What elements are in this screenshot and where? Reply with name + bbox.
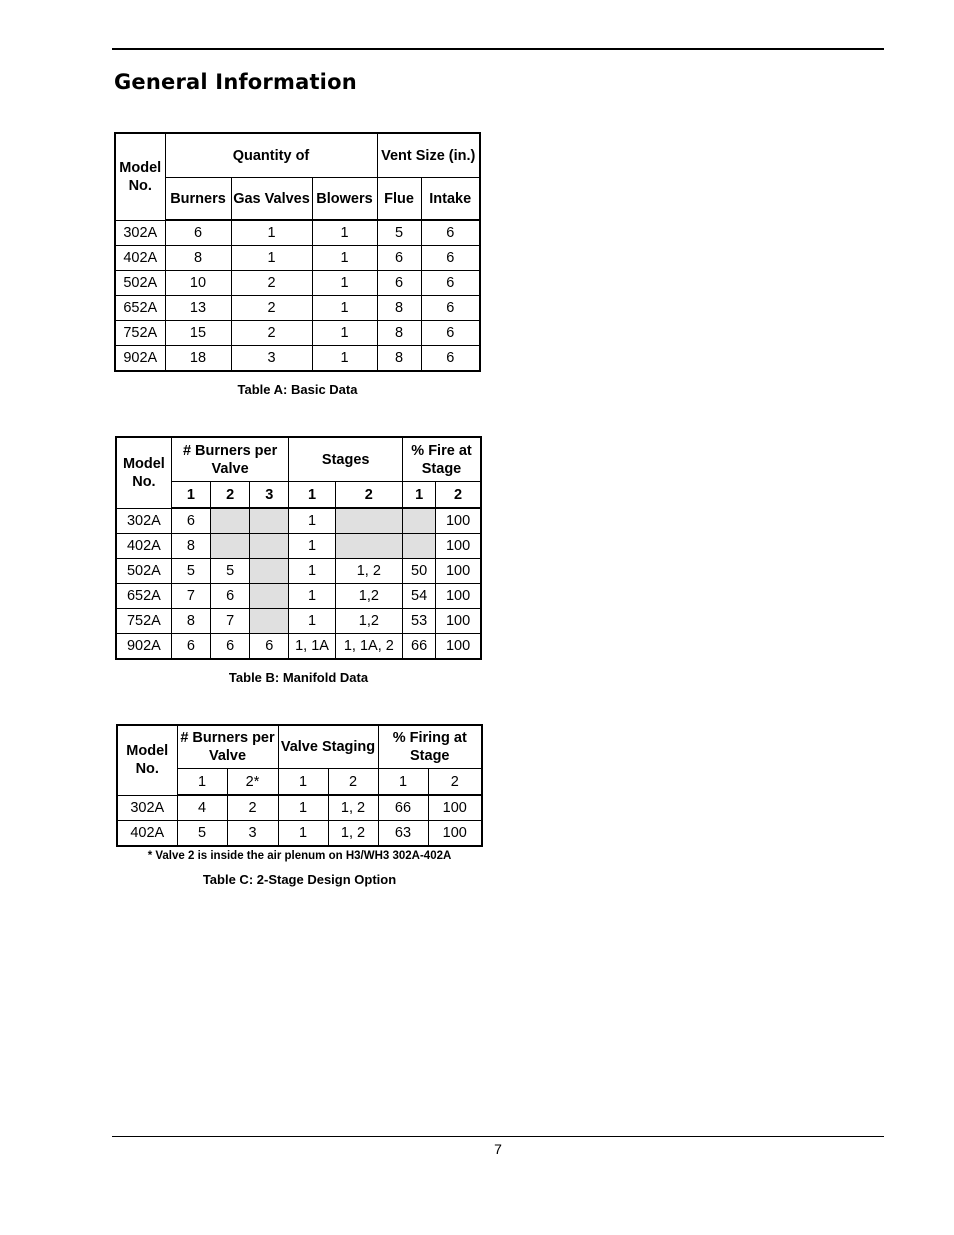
data-cell: 8 <box>377 296 421 321</box>
table-c-footnote: * Valve 2 is inside the air plenum on H3/WH3 302A-402A <box>147 850 452 862</box>
bottom-rule <box>112 1136 884 1137</box>
table-c-caption: Table C: 2-Stage Design Option <box>202 872 397 887</box>
table-row <box>115 246 480 271</box>
table-row <box>116 559 481 584</box>
data-cell <box>211 508 250 534</box>
table-a-caption: Table A: Basic Data <box>237 382 358 397</box>
data-cell: 4 <box>177 795 227 821</box>
data-cell: 1,2 <box>335 609 402 634</box>
data-cell: 8 <box>165 246 231 271</box>
data-cell <box>335 534 402 559</box>
table-b-caption: Table B: Manifold Data <box>228 670 369 685</box>
table-basic-data <box>114 132 481 372</box>
table-row <box>117 821 482 847</box>
header-firing-at-stage: % Firing at Stage <box>378 725 482 769</box>
table-row <box>116 609 481 634</box>
data-cell: 6 <box>250 634 289 660</box>
data-cell: 6 <box>421 321 480 346</box>
data-cell: 53 <box>403 609 436 634</box>
data-cell: 1 <box>312 220 377 246</box>
data-cell: 2 <box>227 795 278 821</box>
data-cell: 5 <box>377 220 421 246</box>
data-cell: 6 <box>377 246 421 271</box>
data-cell: 100 <box>436 584 481 609</box>
data-cell: 6 <box>165 220 231 246</box>
data-cell: 8 <box>171 609 210 634</box>
data-cell: 1 <box>289 534 335 559</box>
subheader: 2 <box>436 482 481 509</box>
subheader: 2* <box>227 769 278 796</box>
header-burners-per-valve: # Burners per Valve <box>171 437 289 482</box>
page-title: General Information <box>114 70 357 94</box>
data-cell: 2 <box>231 321 312 346</box>
model-cell: 902A <box>115 346 165 372</box>
data-cell: 66 <box>403 634 436 660</box>
data-cell: 6 <box>377 271 421 296</box>
data-cell <box>250 584 289 609</box>
header-intake: Intake <box>421 178 480 221</box>
data-cell: 1, 1A <box>289 634 335 660</box>
data-cell: 6 <box>421 246 480 271</box>
data-cell: 3 <box>227 821 278 847</box>
data-cell: 100 <box>428 795 482 821</box>
subheader: 1 <box>177 769 227 796</box>
subheader: 1 <box>171 482 210 509</box>
data-cell: 6 <box>171 508 210 534</box>
model-cell: 902A <box>116 634 171 660</box>
subheader: 1 <box>289 482 335 509</box>
subheader: 1 <box>278 769 328 796</box>
data-cell: 5 <box>171 559 210 584</box>
model-cell: 652A <box>116 584 171 609</box>
data-cell: 1, 1A, 2 <box>335 634 402 660</box>
header-model-no: Model No. <box>115 133 165 220</box>
model-cell: 402A <box>115 246 165 271</box>
model-cell: 302A <box>116 508 171 534</box>
data-cell: 1 <box>289 559 335 584</box>
header-stages: Stages <box>289 437 403 482</box>
subheader: 3 <box>250 482 289 509</box>
data-cell: 18 <box>165 346 231 372</box>
data-cell: 1 <box>278 821 328 847</box>
data-cell: 100 <box>436 609 481 634</box>
data-cell: 6 <box>211 634 250 660</box>
table-row <box>115 220 480 246</box>
data-cell <box>211 534 250 559</box>
header-vent-size: Vent Size (in.) <box>377 133 480 178</box>
table-row <box>116 584 481 609</box>
table-row <box>117 795 482 821</box>
data-cell: 13 <box>165 296 231 321</box>
subheader: 2 <box>328 769 378 796</box>
data-cell <box>250 534 289 559</box>
data-cell: 15 <box>165 321 231 346</box>
data-cell: 1 <box>278 795 328 821</box>
data-cell <box>250 609 289 634</box>
data-cell: 7 <box>211 609 250 634</box>
data-cell <box>250 559 289 584</box>
data-cell: 1 <box>231 246 312 271</box>
header-model-no: Model No. <box>116 437 171 508</box>
header-fire-at-stage: % Fire at Stage <box>403 437 481 482</box>
data-cell: 1 <box>289 508 335 534</box>
header-gas-valves: Gas Valves <box>231 178 312 221</box>
data-cell: 6 <box>211 584 250 609</box>
table-row <box>115 271 480 296</box>
data-cell: 50 <box>403 559 436 584</box>
data-cell <box>335 508 402 534</box>
data-cell <box>403 534 436 559</box>
data-cell: 3 <box>231 346 312 372</box>
data-cell <box>250 508 289 534</box>
table-manifold-data <box>115 436 482 660</box>
data-cell: 1 <box>312 296 377 321</box>
data-cell: 2 <box>231 296 312 321</box>
data-cell: 6 <box>421 271 480 296</box>
data-cell: 1, 2 <box>328 821 378 847</box>
data-cell: 8 <box>377 346 421 372</box>
data-cell: 10 <box>165 271 231 296</box>
header-blowers: Blowers <box>312 178 377 221</box>
header-quantity-of: Quantity of <box>165 133 377 178</box>
data-cell: 1, 2 <box>328 795 378 821</box>
table-row <box>116 508 481 534</box>
data-cell: 5 <box>177 821 227 847</box>
model-cell: 752A <box>115 321 165 346</box>
data-cell: 54 <box>403 584 436 609</box>
data-cell: 100 <box>436 634 481 660</box>
data-cell: 8 <box>377 321 421 346</box>
subheader: 2 <box>211 482 250 509</box>
data-cell: 6 <box>421 346 480 372</box>
data-cell: 1 <box>312 321 377 346</box>
header-valve-staging: Valve Staging <box>278 725 378 769</box>
data-cell: 2 <box>231 271 312 296</box>
subheader: 2 <box>428 769 482 796</box>
model-cell: 302A <box>117 795 177 821</box>
subheader: 2 <box>335 482 402 509</box>
page-number: 7 <box>494 1141 502 1157</box>
data-cell: 100 <box>436 559 481 584</box>
model-cell: 302A <box>115 220 165 246</box>
data-cell: 6 <box>171 634 210 660</box>
header-burners: Burners <box>165 178 231 221</box>
table-row <box>116 634 481 660</box>
header-model-no: Model No. <box>117 725 177 795</box>
data-cell: 6 <box>421 296 480 321</box>
data-cell: 100 <box>436 508 481 534</box>
table-row <box>115 346 480 372</box>
data-cell: 1 <box>312 246 377 271</box>
table-row <box>115 321 480 346</box>
model-cell: 502A <box>116 559 171 584</box>
data-cell: 1 <box>289 584 335 609</box>
model-cell: 652A <box>115 296 165 321</box>
data-cell: 1 <box>231 220 312 246</box>
data-cell <box>403 508 436 534</box>
data-cell: 1 <box>312 271 377 296</box>
data-cell: 7 <box>171 584 210 609</box>
table-2-stage-design-option <box>116 724 483 847</box>
header-flue: Flue <box>377 178 421 221</box>
data-cell: 100 <box>428 821 482 847</box>
data-cell: 1, 2 <box>335 559 402 584</box>
data-cell: 1 <box>312 346 377 372</box>
subheader: 1 <box>403 482 436 509</box>
model-cell: 402A <box>117 821 177 847</box>
data-cell: 8 <box>171 534 210 559</box>
data-cell: 6 <box>421 220 480 246</box>
data-cell: 1,2 <box>335 584 402 609</box>
subheader: 1 <box>378 769 428 796</box>
model-cell: 752A <box>116 609 171 634</box>
table-row <box>116 534 481 559</box>
top-rule <box>112 48 884 50</box>
data-cell: 100 <box>436 534 481 559</box>
data-cell: 63 <box>378 821 428 847</box>
data-cell: 66 <box>378 795 428 821</box>
table-row <box>115 296 480 321</box>
header-burners-per-valve: # Burners per Valve <box>177 725 278 769</box>
model-cell: 402A <box>116 534 171 559</box>
data-cell: 1 <box>289 609 335 634</box>
model-cell: 502A <box>115 271 165 296</box>
data-cell: 5 <box>211 559 250 584</box>
